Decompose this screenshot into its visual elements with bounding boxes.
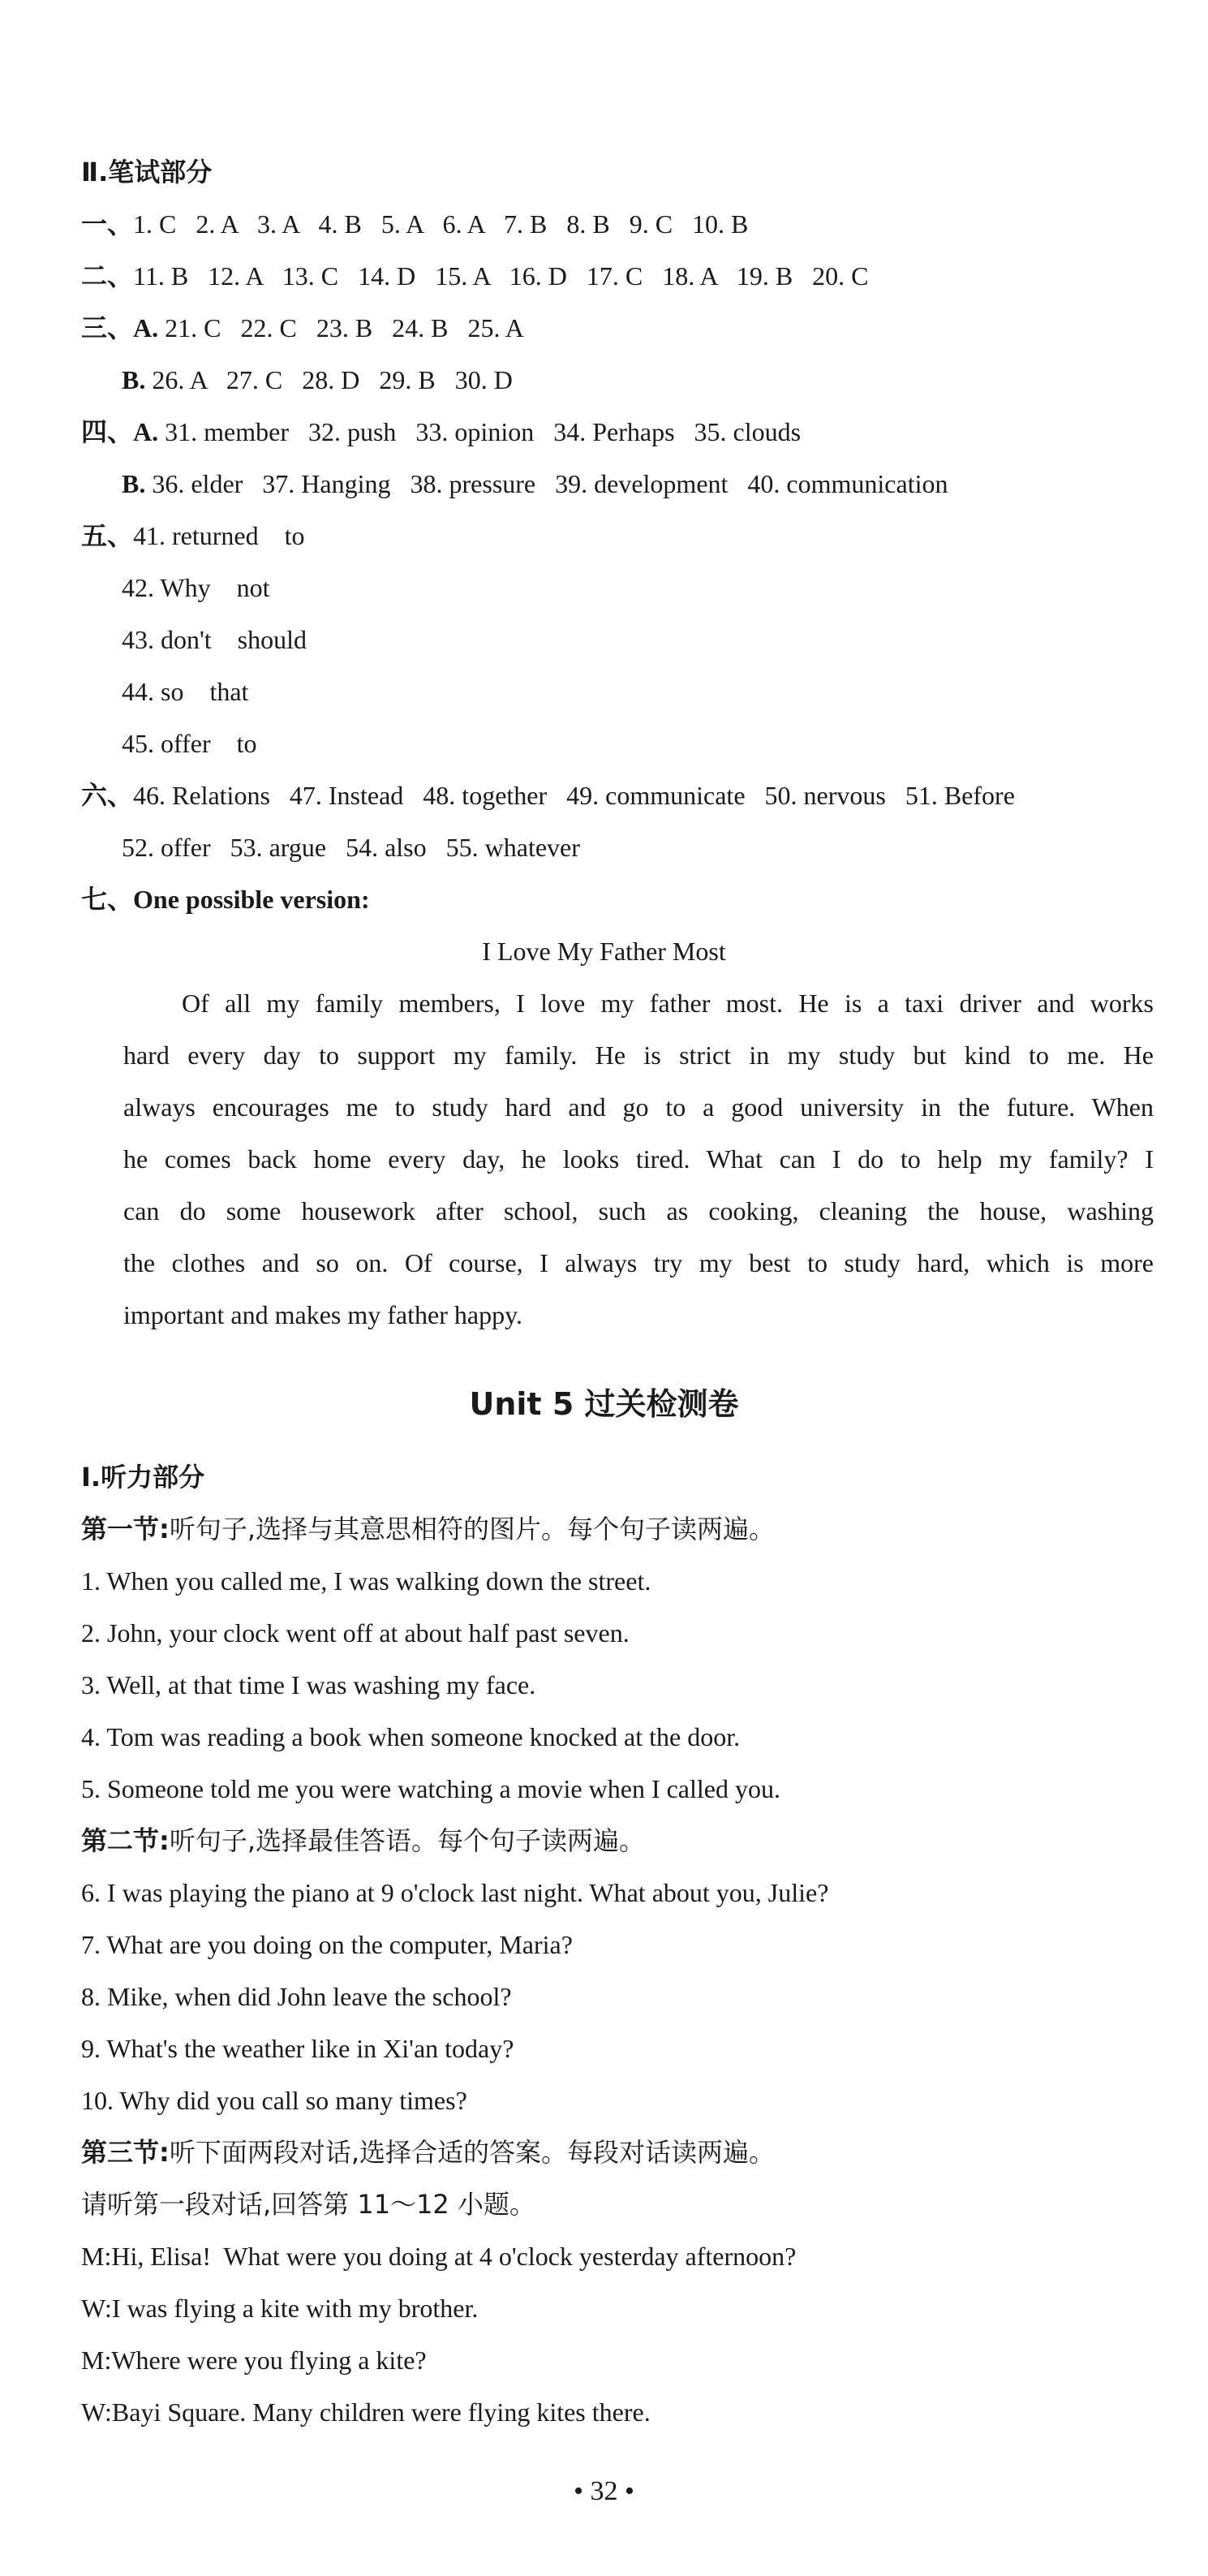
part-instruction-text: 听下面两段对话,选择合适的答案。每段对话读两遍。 [169,2137,775,2168]
answer-text: One possible version: [133,885,370,914]
listening-item: 10. Why did you call so many times? [81,2086,467,2115]
speaker: M: [81,2346,112,2375]
answer-text: 44. so that [122,677,249,706]
answer-text: 31. member 32. push 33. opinion 34. Perhaps 35. clouds [158,417,802,446]
essay-title: I Love My Father Most [482,937,726,966]
answer-line [122,466,1208,502]
written-section-heading: Ⅱ.笔试部分 [81,157,213,187]
part-instruction [81,1511,1208,1547]
answer-label: 五、 [81,520,134,551]
answer-label: 四、 [81,416,134,447]
answer-line [122,570,1208,605]
speaker: W: [81,2397,112,2427]
essay-line: the clothes and so on. Of course, I always try my best to study hard, which is more [123,1248,1154,1277]
listening-item: 4. Tom was reading a book when someone knocked at the door. [81,1722,741,1751]
page-number: • 32 • [574,2476,634,2506]
answer-text: 46. Relations 47. Instead 48. together 49. communicate 50. nervous 51. Before [133,781,1015,810]
listening-item: 2. John, your clock went off at about half past seven. [81,1618,630,1648]
answer-line [122,622,1208,657]
listening-item: 9. What's the weather like in Xi'an today? [81,2034,514,2063]
answer-line [122,829,1208,865]
answer-text: 11. B 12. A 13. C 14. D 15. A 16. D 17. C 18. A 19. B 20. C [133,261,869,291]
answer-sublabel: B. [122,469,146,498]
answer-label: 七、 [81,884,134,915]
listening-item: 1. When you called me, I was walking down the street. [81,1566,651,1596]
part-instruction [81,2134,1208,2170]
answer-line [122,362,1208,398]
answer-text: 1. C 2. A 3. A 4. B 5. A 6. A 7. B 8. B 9. C 10. B [133,209,749,239]
part-label: 第三节: [81,2137,170,2168]
listening-item: 6. I was playing the piano at 9 o'clock last night. What about you, Julie? [81,1878,829,1907]
dialogue-text: Where were you flying a kite? [111,2346,427,2375]
essay-line: Of all my family members, I love my father most. He is a taxi driver and works [182,989,1154,1018]
listening-item: 7. What are you doing on the computer, Maria? [81,1930,573,1959]
part-label: 第一节: [81,1514,170,1544]
answer-text: 21. C 22. C 23. B 24. B 25. A [158,313,524,342]
essay-line: he comes back home every day, he looks tired. What can I do to help my family? I [123,1144,1154,1174]
answer-line [81,518,1208,554]
part-instruction-text: 听句子,选择最佳答语。每个句子读两遍。 [169,1825,645,1856]
speaker: M: [81,2242,112,2271]
answer-line [81,414,1208,450]
answer-label: 二、 [81,261,134,291]
answer-sublabel: A. [133,313,159,342]
answer-text: 42. Why not [122,573,270,602]
listening-item: 3. Well, at that time I was washing my face. [81,1670,536,1699]
dialogue-text: Bayi Square. Many children were flying kites there. [111,2397,651,2427]
answer-line [81,778,1208,813]
dialogue-text: I was flying a kite with my brother. [111,2294,479,2323]
answer-label: 六、 [81,780,134,811]
part-label: 第二节: [81,1825,170,1856]
answer-text: 26. A 27. C 28. D 29. B 30. D [145,365,513,394]
essay-line: important and makes my father happy. [123,1300,522,1329]
answer-text: 52. offer 53. argue 54. also 55. whatever [122,833,580,862]
answer-line [81,258,1208,294]
answer-line [81,881,1208,917]
answer-text: 43. don't should [122,625,307,654]
answer-line [81,206,1208,242]
answer-text: 45. offer to [122,729,257,758]
essay-line: can do some housework after school, such as cooking, cleaning the house, washing [123,1196,1154,1226]
dialogue-line [81,2238,1208,2274]
answer-sublabel: B. [122,365,146,394]
dialogue-line [81,2290,1208,2326]
answer-text: 41. returned to [133,521,305,550]
answer-line [81,310,1208,346]
answer-sublabel: A. [133,417,159,446]
unit-title: Unit 5 过关检测卷 [469,1386,739,1422]
part-instruction-text: 听句子,选择与其意思相符的图片。每个句子读两遍。 [169,1514,775,1544]
speaker: W: [81,2294,112,2323]
listening-item: 5. Someone told me you were watching a movie when I called you. [81,1774,780,1803]
essay-line: always encourages me to study hard and go to a good university in the future. When [123,1092,1154,1122]
dialogue-text: Hi, Elisa! What were you doing at 4 o'clock yesterday afternoon? [111,2242,797,2271]
part-instruction [81,1823,1208,1859]
listening-section-heading: Ⅰ.听力部分 [81,1462,205,1493]
dialogue-line [81,2342,1208,2378]
dialogue-line [81,2394,1208,2430]
answer-label: 一、 [81,209,134,239]
answer-text: 36. elder 37. Hanging 38. pressure 39. development 40. communication [145,469,948,498]
answer-line [122,726,1208,761]
listening-item: 8. Mike, when did John leave the school? [81,1982,512,2011]
answer-line [122,674,1208,709]
answer-label: 三、 [81,312,134,343]
dialogue-note: 请听第一段对话,回答第 11～12 小题。 [81,2189,535,2220]
essay-line: hard every day to support my family. He is strict in my study but kind to me. He [123,1040,1154,1070]
